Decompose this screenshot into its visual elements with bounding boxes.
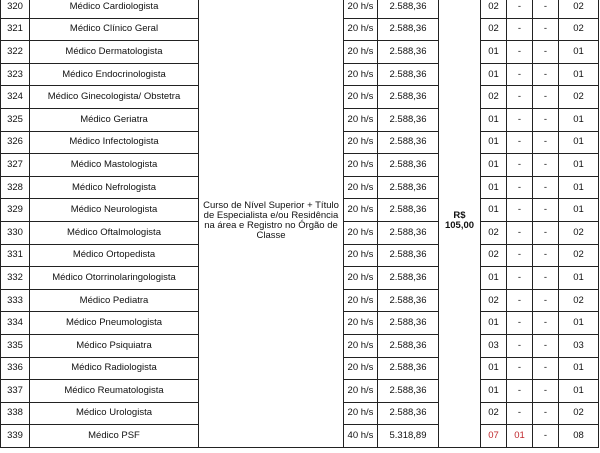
position-name: Médico Urologista bbox=[30, 402, 199, 425]
salary: 2.588,36 bbox=[378, 18, 439, 41]
vacancies-pcd: - bbox=[507, 131, 533, 154]
vacancies-general: 03 bbox=[481, 334, 507, 357]
salary: 2.588,36 bbox=[378, 176, 439, 199]
vacancies-pcd: - bbox=[507, 380, 533, 403]
vacancies-pcd: - bbox=[507, 289, 533, 312]
weekly-hours: 20 h/s bbox=[344, 312, 378, 335]
weekly-hours: 20 h/s bbox=[344, 357, 378, 380]
position-code: 323 bbox=[1, 63, 30, 86]
vacancies-general: 01 bbox=[481, 131, 507, 154]
weekly-hours: 20 h/s bbox=[344, 334, 378, 357]
vacancies-total: 01 bbox=[559, 108, 599, 131]
table-row bbox=[1, 0, 599, 18]
vacancies-total: 01 bbox=[559, 176, 599, 199]
vacancies-pcd: - bbox=[507, 63, 533, 86]
vacancies-pcd: - bbox=[507, 312, 533, 335]
vacancies-total: 03 bbox=[559, 334, 599, 357]
vacancies-general: 01 bbox=[481, 108, 507, 131]
position-name: Médico PSF bbox=[30, 425, 199, 448]
vacancies-pcd: - bbox=[507, 221, 533, 244]
vacancies-general: 02 bbox=[481, 86, 507, 109]
vacancies-general: 01 bbox=[481, 380, 507, 403]
vacancies-total: 01 bbox=[559, 199, 599, 222]
vacancies-pcd: - bbox=[507, 176, 533, 199]
vacancies-total: 01 bbox=[559, 380, 599, 403]
salary: 2.588,36 bbox=[378, 380, 439, 403]
vacancies-total: 01 bbox=[559, 41, 599, 64]
vacancies-other: - bbox=[533, 312, 559, 335]
vacancies-other: - bbox=[533, 289, 559, 312]
weekly-hours: 20 h/s bbox=[344, 244, 378, 267]
vacancies-total: 02 bbox=[559, 402, 599, 425]
vacancies-other: - bbox=[533, 425, 559, 448]
vacancies-general: 02 bbox=[481, 0, 507, 18]
vacancies-other: - bbox=[533, 244, 559, 267]
vacancies-total: 08 bbox=[559, 425, 599, 448]
vacancies-pcd: - bbox=[507, 334, 533, 357]
vacancies-total: 01 bbox=[559, 63, 599, 86]
salary: 2.588,36 bbox=[378, 199, 439, 222]
vacancies-other: - bbox=[533, 154, 559, 177]
vacancies-total: 02 bbox=[559, 244, 599, 267]
vacancies-other: - bbox=[533, 176, 559, 199]
vacancies-general: 01 bbox=[481, 41, 507, 64]
salary: 2.588,36 bbox=[378, 267, 439, 290]
vacancies-total: 01 bbox=[559, 312, 599, 335]
position-name: Médico Otorrinolaringologista bbox=[30, 267, 199, 290]
vacancies-general: 01 bbox=[481, 357, 507, 380]
position-name: Médico Pneumologista bbox=[30, 312, 199, 335]
salary: 2.588,36 bbox=[378, 357, 439, 380]
salary: 2.588,36 bbox=[378, 0, 439, 18]
vacancies-total: 02 bbox=[559, 18, 599, 41]
weekly-hours: 20 h/s bbox=[344, 154, 378, 177]
position-name: Médico Mastologista bbox=[30, 154, 199, 177]
vacancies-pcd: 01 bbox=[507, 425, 533, 448]
weekly-hours: 20 h/s bbox=[344, 108, 378, 131]
position-code: 327 bbox=[1, 154, 30, 177]
vacancies-pcd: - bbox=[507, 199, 533, 222]
salary: 2.588,36 bbox=[378, 289, 439, 312]
salary: 2.588,36 bbox=[378, 154, 439, 177]
weekly-hours: 20 h/s bbox=[344, 199, 378, 222]
position-code: 336 bbox=[1, 357, 30, 380]
position-code: 337 bbox=[1, 380, 30, 403]
position-code: 331 bbox=[1, 244, 30, 267]
position-code: 326 bbox=[1, 131, 30, 154]
position-name: Médico Pediatra bbox=[30, 289, 199, 312]
position-name: Médico Cardiologista bbox=[30, 0, 199, 18]
position-code: 334 bbox=[1, 312, 30, 335]
weekly-hours: 20 h/s bbox=[344, 41, 378, 64]
salary: 2.588,36 bbox=[378, 402, 439, 425]
vacancies-general: 01 bbox=[481, 154, 507, 177]
requirement-cell: Curso de Nível Superior + Título de Especialista e/ou Residência na área e Registro no Órgão de Classe bbox=[199, 0, 344, 447]
vacancies-general: 01 bbox=[481, 312, 507, 335]
vacancies-total: 01 bbox=[559, 267, 599, 290]
position-name: Médico Nefrologista bbox=[30, 176, 199, 199]
weekly-hours: 20 h/s bbox=[344, 63, 378, 86]
position-code: 339 bbox=[1, 425, 30, 448]
salary: 2.588,36 bbox=[378, 221, 439, 244]
salary: 2.588,36 bbox=[378, 86, 439, 109]
vacancies-total: 01 bbox=[559, 357, 599, 380]
salary: 2.588,36 bbox=[378, 108, 439, 131]
weekly-hours: 20 h/s bbox=[344, 131, 378, 154]
weekly-hours: 20 h/s bbox=[344, 267, 378, 290]
vacancies-other: - bbox=[533, 402, 559, 425]
weekly-hours: 20 h/s bbox=[344, 86, 378, 109]
position-code: 321 bbox=[1, 18, 30, 41]
position-name: Médico Radiologista bbox=[30, 357, 199, 380]
position-name: Médico Ortopedista bbox=[30, 244, 199, 267]
position-code: 322 bbox=[1, 41, 30, 64]
weekly-hours: 20 h/s bbox=[344, 0, 378, 18]
position-code: 328 bbox=[1, 176, 30, 199]
vacancies-other: - bbox=[533, 0, 559, 18]
vacancies-general: 01 bbox=[481, 176, 507, 199]
weekly-hours: 40 h/s bbox=[344, 425, 378, 448]
weekly-hours: 20 h/s bbox=[344, 402, 378, 425]
vacancies-pcd: - bbox=[507, 86, 533, 109]
position-code: 329 bbox=[1, 199, 30, 222]
salary: 2.588,36 bbox=[378, 131, 439, 154]
vacancies-other: - bbox=[533, 18, 559, 41]
vacancies-other: - bbox=[533, 334, 559, 357]
vacancies-other: - bbox=[533, 199, 559, 222]
weekly-hours: 20 h/s bbox=[344, 289, 378, 312]
position-name: Médico Oftalmologista bbox=[30, 221, 199, 244]
vacancies-general: 01 bbox=[481, 267, 507, 290]
vacancies-pcd: - bbox=[507, 41, 533, 64]
salary: 2.588,36 bbox=[378, 63, 439, 86]
vacancies-general: 02 bbox=[481, 402, 507, 425]
vacancies-general: 07 bbox=[481, 425, 507, 448]
vacancies-total: 02 bbox=[559, 221, 599, 244]
position-name: Médico Dermatologista bbox=[30, 41, 199, 64]
vacancies-pcd: - bbox=[507, 18, 533, 41]
vacancies-other: - bbox=[533, 86, 559, 109]
vacancies-general: 02 bbox=[481, 289, 507, 312]
position-code: 325 bbox=[1, 108, 30, 131]
vacancies-other: - bbox=[533, 221, 559, 244]
vacancies-other: - bbox=[533, 380, 559, 403]
vacancies-other: - bbox=[533, 41, 559, 64]
position-name: Médico Neurologista bbox=[30, 199, 199, 222]
vacancies-general: 02 bbox=[481, 18, 507, 41]
position-code: 338 bbox=[1, 402, 30, 425]
vacancies-total: 02 bbox=[559, 289, 599, 312]
weekly-hours: 20 h/s bbox=[344, 221, 378, 244]
position-name: Médico Geriatra bbox=[30, 108, 199, 131]
vacancies-general: 02 bbox=[481, 221, 507, 244]
vacancies-other: - bbox=[533, 357, 559, 380]
salary: 2.588,36 bbox=[378, 41, 439, 64]
vacancies-other: - bbox=[533, 63, 559, 86]
position-name: Médico Clínico Geral bbox=[30, 18, 199, 41]
vacancies-pcd: - bbox=[507, 267, 533, 290]
vacancies-other: - bbox=[533, 131, 559, 154]
position-code: 332 bbox=[1, 267, 30, 290]
weekly-hours: 20 h/s bbox=[344, 18, 378, 41]
position-code: 335 bbox=[1, 334, 30, 357]
position-name: Médico Reumatologista bbox=[30, 380, 199, 403]
vacancies-other: - bbox=[533, 108, 559, 131]
vacancies-pcd: - bbox=[507, 0, 533, 18]
weekly-hours: 20 h/s bbox=[344, 380, 378, 403]
position-code: 333 bbox=[1, 289, 30, 312]
position-code: 330 bbox=[1, 221, 30, 244]
vacancies-total: 01 bbox=[559, 154, 599, 177]
vacancies-total: 02 bbox=[559, 86, 599, 109]
salary: 2.588,36 bbox=[378, 312, 439, 335]
vacancies-general: 01 bbox=[481, 63, 507, 86]
vacancies-pcd: - bbox=[507, 402, 533, 425]
registration-fee: R$ 105,00 bbox=[439, 0, 481, 447]
vacancies-pcd: - bbox=[507, 108, 533, 131]
position-name: Médico Infectologista bbox=[30, 131, 199, 154]
vacancies-total: 02 bbox=[559, 0, 599, 18]
vacancies-pcd: - bbox=[507, 154, 533, 177]
vacancies-other: - bbox=[533, 267, 559, 290]
salary: 2.588,36 bbox=[378, 334, 439, 357]
vacancies-pcd: - bbox=[507, 244, 533, 267]
position-name: Médico Ginecologista/ Obstetra bbox=[30, 86, 199, 109]
vacancies-total: 01 bbox=[559, 131, 599, 154]
position-code: 324 bbox=[1, 86, 30, 109]
vacancies-pcd: - bbox=[507, 357, 533, 380]
vacancies-general: 01 bbox=[481, 199, 507, 222]
position-code: 320 bbox=[1, 0, 30, 18]
salary: 2.588,36 bbox=[378, 244, 439, 267]
position-name: Médico Psiquiatra bbox=[30, 334, 199, 357]
vacancies-general: 02 bbox=[481, 244, 507, 267]
weekly-hours: 20 h/s bbox=[344, 176, 378, 199]
position-name: Médico Endocrinologista bbox=[30, 63, 199, 86]
salary: 5.318,89 bbox=[378, 425, 439, 448]
